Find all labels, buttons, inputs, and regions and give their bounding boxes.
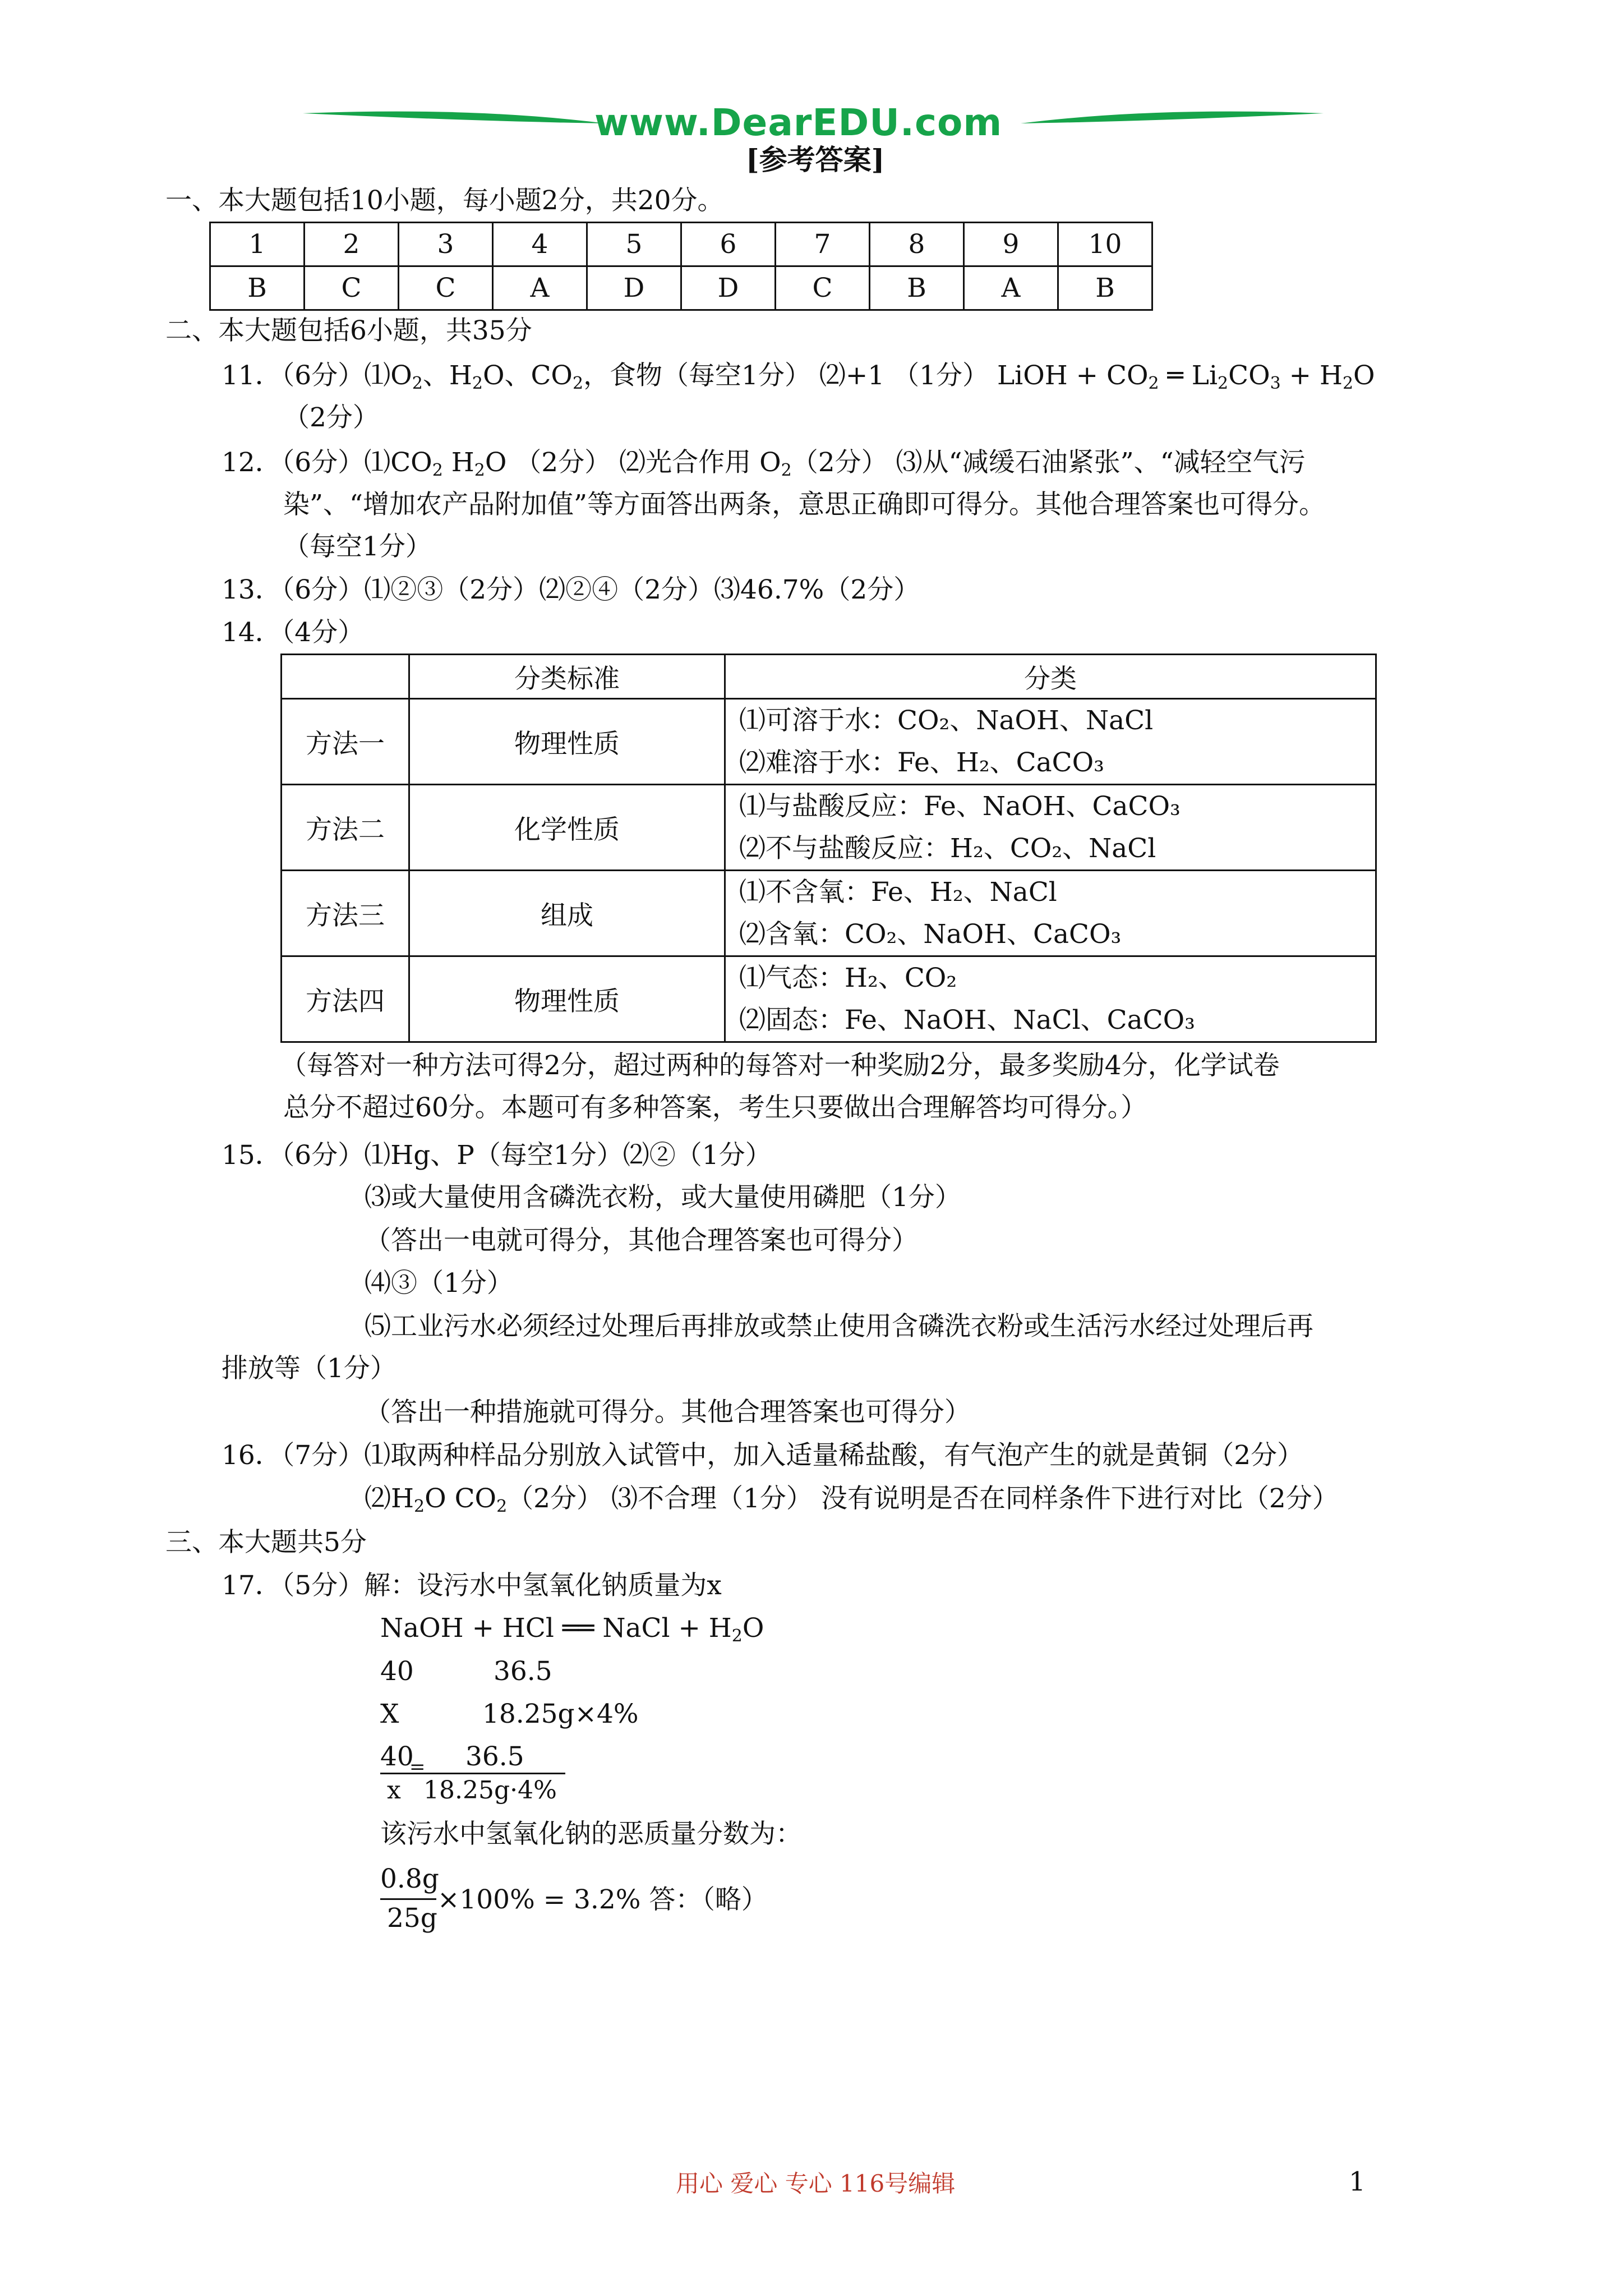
q-answer: C <box>776 266 870 310</box>
q-number: 7 <box>776 223 870 266</box>
method-cell: 方法三 <box>282 871 409 956</box>
q12-line2: 染”、“增加农产品附加值”等方面答出两条，意思正确即可得分。其他合理答案也可得分。 <box>283 489 1326 520</box>
q14-note-line2: 总分不超过60分。本题可有多种答案，考生只要做出合理解答均可得分。） <box>283 1092 1147 1123</box>
classes-cell: ⑴不含氧：Fe、H₂、NaCl ⑵含氧：CO₂、NaOH、CaCO₃ <box>725 871 1376 956</box>
q-number: 5 <box>587 223 681 266</box>
fraction-den2: 18.25g·4% <box>423 1776 557 1805</box>
answer-table-answers <box>210 266 1152 310</box>
q-number: 8 <box>870 223 964 266</box>
q-number: 3 <box>399 223 493 266</box>
q15-line3: （答出一电就可得分，其他合理答案也可得分） <box>365 1225 918 1256</box>
q15-line4: ⑷③（1分） <box>365 1268 513 1299</box>
q14-note-line1: （每答对一种方法可得2分，超过两种的每答对一种奖励2分，最多奖励4分，化学试卷 <box>280 1050 1280 1081</box>
table-row <box>282 699 1376 785</box>
q15-line2: ⑶或大量使用含磷洗衣粉，或大量使用磷肥（1分） <box>365 1182 961 1213</box>
table-row <box>282 871 1376 956</box>
q15-line7: （答出一种措施就可得分。其他合理答案也可得分） <box>365 1397 971 1428</box>
q-number: 1 <box>210 223 305 266</box>
table-header-row <box>282 655 1376 699</box>
q15-line5: ⑸工业污水必须经过处理后再排放或禁止使用含磷洗衣粉或生活污水经过处理后再 <box>365 1311 1313 1342</box>
q-answer: B <box>210 266 305 310</box>
classes-cell: ⑴气态：H₂、CO₂ ⑵固态：Fe、NaOH、NaCl、CaCO₃ <box>725 956 1376 1042</box>
result-numerator: 0.8g <box>380 1864 439 1894</box>
fraction-num2: 36.5 <box>465 1741 524 1772</box>
fraction-den1: x <box>387 1776 401 1805</box>
q-answer: B <box>1058 266 1152 310</box>
section1-heading: 一、本大题包括10小题，每小题2分，共20分。 <box>165 185 724 216</box>
method-cell: 方法一 <box>282 699 409 785</box>
q11-line2: （2分） <box>283 402 379 433</box>
q-answer: D <box>681 266 776 310</box>
q12-line3: （每空1分） <box>283 531 432 562</box>
q-number: 2 <box>305 223 399 266</box>
header-cell <box>282 655 409 699</box>
q11-line1: 11．（6分）$⑴O_2$、$H_2O$、$CO_2$，食物（每空1分） ⑵+1 （1分） LiOH + $CO_2$ ═ $Li_2CO_3 + H_2O$ <box>222 360 1375 393</box>
fraction-num1: 40 <box>380 1741 414 1772</box>
page-number: 1 <box>1349 2166 1366 2197</box>
section2-heading: 二、本大题包括6小题，共35分 <box>165 315 532 346</box>
classes-cell: ⑴与盐酸反应：Fe、NaOH、CaCO₃ ⑵不与盐酸反应：H₂、CO₂、NaCl <box>725 785 1376 871</box>
header-cell: 分类标准 <box>409 655 725 699</box>
q16-line1: 16．（7分）⑴取两种样品分别放入试管中，加入适量稀盐酸，有气泡产生的就是黄铜（2分） <box>222 1440 1304 1471</box>
result-bar <box>380 1898 436 1900</box>
q17-mass1: 40 <box>380 1656 414 1687</box>
q15-line1: 15．（6分）⑴Hg、P（每空1分）⑵②（1分） <box>222 1140 772 1171</box>
criterion-cell: 物理性质 <box>409 956 725 1042</box>
q17-equation: NaOH + HCl ══ NaCl + $H_2O$ <box>380 1613 764 1646</box>
q17-mass2: 36.5 <box>494 1656 552 1687</box>
q-answer: D <box>587 266 681 310</box>
q17-conclusion: 该污水中氢氧化钠的恶质量分数为： <box>380 1819 802 1849</box>
answer-table <box>209 222 1153 311</box>
q-answer: C <box>305 266 399 310</box>
q16-line2: $⑵H_2O$ $CO_2(2$分） ⑶不合理（1分） 没有说明是否在同样条件下进行对比（2分） <box>365 1483 1339 1516</box>
q14: 14．（4分） <box>222 617 365 648</box>
table-row <box>282 785 1376 871</box>
table-row <box>282 956 1376 1042</box>
q17-intro: 17．（5分）解：设污水中氢氧化钠质量为x <box>222 1570 722 1601</box>
q-number: 4 <box>493 223 587 266</box>
answer-table-numbers <box>210 223 1152 266</box>
fraction-equals: = <box>409 1756 426 1778</box>
q15-line6: 排放等（1分） <box>222 1353 396 1384</box>
method-cell: 方法四 <box>282 956 409 1042</box>
q-number: 9 <box>964 223 1058 266</box>
method-cell: 方法二 <box>282 785 409 871</box>
classes-cell: ⑴可溶于水：CO₂、NaOH、NaCl ⑵难溶于水：Fe、H₂、CaCO₃ <box>725 699 1376 785</box>
result-expression: ×100% = 3.2% 答：（略） <box>437 1884 768 1915</box>
result-denominator: 25g <box>387 1903 437 1934</box>
criterion-cell: 组成 <box>409 871 725 956</box>
q-answer: A <box>493 266 587 310</box>
q17-var1: X <box>380 1699 399 1729</box>
q-answer: C <box>399 266 493 310</box>
page-title: [参考答案] <box>746 143 885 176</box>
classification-table <box>280 654 1377 1043</box>
footer-text: 用心 爱心 专心 116号编辑 <box>676 2170 956 2197</box>
section3-heading: 三、本大题共5分 <box>165 1527 367 1558</box>
criterion-cell: 化学性质 <box>409 785 725 871</box>
header-cell: 分类 <box>725 655 1376 699</box>
site-logo-text: www.DearEDU.com <box>594 101 1003 144</box>
q12-line1: 12．（6分）$⑴CO_2$ $H_2O$ （2分） ⑵光合作用 $O_2(2$分） ⑶从“减缓石油紧张”、“减轻空气污 <box>222 447 1306 480</box>
q-answer: A <box>964 266 1058 310</box>
q-number: 6 <box>681 223 776 266</box>
q-number: 10 <box>1058 223 1152 266</box>
q-answer: B <box>870 266 964 310</box>
q17-var2: 18.25g×4% <box>482 1699 639 1729</box>
q13: 13．（6分）⑴②③（2分）⑵②④（2分）⑶46.7%（2分） <box>222 574 920 605</box>
criterion-cell: 物理性质 <box>409 699 725 785</box>
